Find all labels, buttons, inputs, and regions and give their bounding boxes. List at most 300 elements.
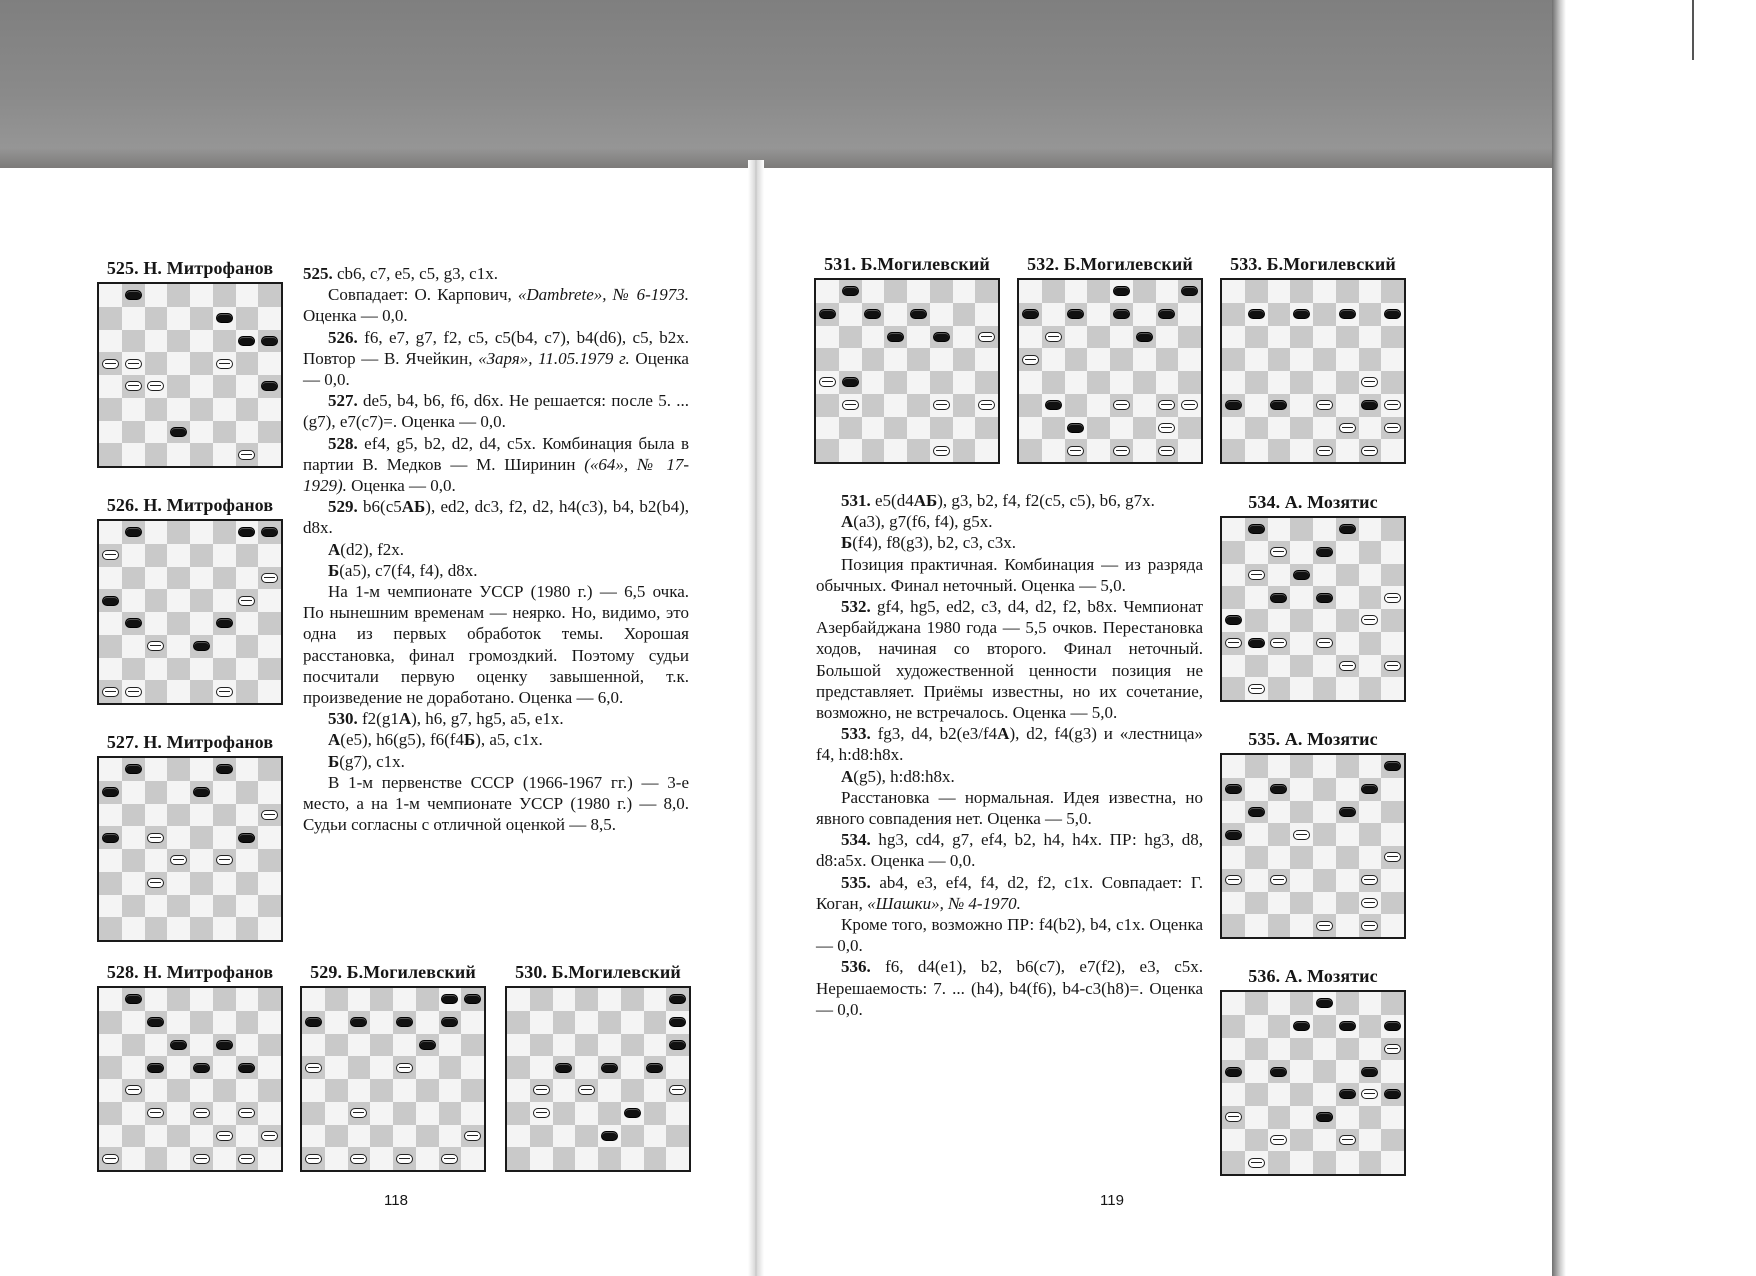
right-paragraph: 531. e5(d4АБ), g3, b2, f4, f2(c5, c5), b6, g7x.	[841, 491, 1155, 510]
light-square	[145, 804, 168, 827]
light-square	[1222, 280, 1245, 303]
white-checker	[1361, 446, 1378, 456]
black-checker	[1181, 286, 1198, 296]
light-square	[1268, 417, 1291, 440]
dark-square	[1313, 778, 1336, 801]
dark-square	[1313, 348, 1336, 371]
light-square	[99, 1034, 122, 1057]
white-checker	[147, 878, 164, 888]
dark-square	[213, 421, 236, 444]
black-checker	[441, 1017, 458, 1027]
dark-square	[370, 988, 393, 1011]
light-square	[1381, 869, 1404, 892]
diagram-526	[97, 495, 283, 705]
light-square	[99, 375, 122, 398]
checkers-board	[1017, 278, 1203, 464]
checkers-board	[97, 282, 283, 468]
light-square	[1336, 1060, 1359, 1083]
light-square	[99, 804, 122, 827]
right-paragraph: 532. gf4, hg5, ed2, c3, d4, d2, f2, b8x. Чемпионат Азербайджана 1980 года — 5,5 очков. Перестановка ходов, начиная со второго. Финал неточный. Большой художественной ценности позиция не представляет. Приёмы известны, но их сочетание, возможно, не встречалось. Оценка — 5,0.	[816, 597, 1203, 723]
light-square	[122, 917, 145, 940]
dark-square	[1178, 326, 1201, 349]
dark-square	[190, 443, 213, 466]
light-square	[439, 1125, 462, 1148]
dark-square	[1245, 992, 1268, 1015]
dark-square	[1381, 1129, 1404, 1152]
light-square	[975, 303, 998, 326]
light-square	[553, 988, 576, 1011]
dark-square	[213, 804, 236, 827]
light-square	[258, 680, 281, 703]
light-square	[1133, 303, 1156, 326]
left-paragraph: На 1-м чемпионате УССР (1980 г.) — 6,5 очка. По нынешним временам — неярко. Но, видимо, это одна из первых обработок темы. Хорошая расстановка, финал громоздкий. Поэтому судьи посчитали первую оценку завышенной, т.к. произведение не доработано. Оценка — 6,0.	[303, 582, 689, 708]
light-square	[190, 849, 213, 872]
black-checker	[1248, 309, 1265, 319]
dark-square	[145, 443, 168, 466]
black-checker	[1339, 807, 1356, 817]
white-checker	[238, 1108, 255, 1118]
light-square	[236, 421, 259, 444]
dark-square	[1313, 677, 1336, 700]
black-checker	[669, 1017, 686, 1027]
light-square	[99, 567, 122, 590]
dark-square	[907, 348, 930, 371]
light-square	[236, 1079, 259, 1102]
light-square	[190, 421, 213, 444]
left-paragraph: Совпадает: О. Карпович, «Dambrete», № 6-1973. Оценка — 0,0.	[303, 285, 689, 326]
dark-square	[530, 988, 553, 1011]
light-square	[621, 1056, 644, 1079]
light-square	[1359, 326, 1382, 349]
dark-square	[167, 804, 190, 827]
diagram-title: 525. Н. Митрофанов	[106, 258, 274, 278]
light-square	[1359, 1129, 1382, 1152]
white-checker	[125, 1085, 142, 1095]
black-checker	[624, 1108, 641, 1118]
dark-square	[1359, 1015, 1382, 1038]
light-square	[1268, 755, 1291, 778]
dark-square	[1290, 518, 1313, 541]
white-checker	[1270, 638, 1287, 648]
light-square	[213, 589, 236, 612]
diagram-528	[97, 962, 283, 1172]
light-square	[907, 326, 930, 349]
dark-square	[1290, 755, 1313, 778]
dark-square	[236, 398, 259, 421]
dark-square	[1290, 1083, 1313, 1106]
dark-square	[167, 521, 190, 544]
dark-square	[99, 1056, 122, 1079]
white-checker	[102, 687, 119, 697]
dark-square	[122, 567, 145, 590]
light-square	[258, 635, 281, 658]
black-checker	[261, 381, 278, 391]
light-square	[236, 284, 259, 307]
dark-square	[1381, 992, 1404, 1015]
light-square	[1268, 1038, 1291, 1061]
dark-square	[816, 348, 839, 371]
light-square	[190, 521, 213, 544]
light-square	[930, 348, 953, 371]
light-square	[258, 589, 281, 612]
right-paragraph: 533. fg3, d4, b2(e3/f4А), d2, f4(g3) и «лестница» f4, h:d8:h8x.	[816, 724, 1203, 765]
light-square	[884, 394, 907, 417]
dark-square	[1359, 677, 1382, 700]
dark-square	[302, 1102, 325, 1125]
dark-square	[1087, 417, 1110, 440]
light-square	[258, 781, 281, 804]
light-square	[122, 589, 145, 612]
light-square	[907, 280, 930, 303]
dark-square	[258, 1034, 281, 1057]
dark-square	[1336, 1038, 1359, 1061]
left-paragraph: 526. f6, e7, g7, f2, c5, c5(b4, c7), b4(d6), c5, b2x. Повтор — В. Ячейкин, «Заря», 11.05.1979 г. Оценка — 0,0.	[303, 327, 689, 390]
black-checker	[887, 332, 904, 342]
dark-square	[258, 849, 281, 872]
light-square	[839, 348, 862, 371]
light-square	[167, 589, 190, 612]
light-square	[1313, 655, 1336, 678]
dark-square	[816, 439, 839, 462]
light-square	[1245, 394, 1268, 417]
white-checker	[1339, 423, 1356, 433]
white-checker	[1158, 423, 1175, 433]
left-page-text	[303, 263, 689, 835]
black-checker	[933, 332, 950, 342]
left-paragraph: 528. ef4, g5, b2, d2, d4, c5x. Комбинация была в партии В. Медков — М. Ширинин («64», № 17-1929). Оценка — 0,0.	[303, 433, 689, 496]
dark-square	[975, 371, 998, 394]
white-checker	[1316, 446, 1333, 456]
checkers-board	[1220, 516, 1406, 702]
black-checker	[819, 309, 836, 319]
light-square	[99, 758, 122, 781]
white-checker	[1158, 446, 1175, 456]
checkers-board	[1220, 990, 1406, 1176]
white-checker	[216, 855, 233, 865]
light-square	[953, 280, 976, 303]
light-square	[1222, 518, 1245, 541]
white-checker	[1045, 332, 1062, 342]
light-square	[1313, 326, 1336, 349]
dark-square	[145, 352, 168, 375]
diagram-529	[300, 962, 486, 1172]
light-square	[1359, 846, 1382, 869]
dark-square	[416, 1125, 439, 1148]
light-square	[190, 284, 213, 307]
light-square	[145, 658, 168, 681]
dark-square	[507, 1147, 530, 1170]
light-square	[1245, 439, 1268, 462]
light-square	[1065, 280, 1088, 303]
white-checker	[147, 833, 164, 843]
black-checker	[1113, 286, 1130, 296]
dark-square	[1019, 394, 1042, 417]
light-square	[167, 1056, 190, 1079]
diagram-532	[1017, 254, 1203, 464]
light-square	[258, 1056, 281, 1079]
dark-square	[1290, 846, 1313, 869]
dark-square	[213, 895, 236, 918]
dark-square	[99, 1011, 122, 1034]
diagram-title: 533. Б.Могилевский	[1230, 254, 1396, 274]
dark-square	[213, 521, 236, 544]
light-square	[99, 658, 122, 681]
dark-square	[190, 398, 213, 421]
black-checker	[1113, 309, 1130, 319]
light-square	[213, 917, 236, 940]
black-checker	[125, 527, 142, 537]
light-square	[1245, 869, 1268, 892]
diagram-title: 534. А. Мозятис	[1248, 492, 1378, 512]
light-square	[213, 443, 236, 466]
light-square	[190, 567, 213, 590]
dark-square	[884, 280, 907, 303]
light-square	[167, 781, 190, 804]
light-square	[598, 1079, 621, 1102]
black-checker	[1361, 400, 1378, 410]
light-square	[167, 307, 190, 330]
dark-square	[325, 1079, 348, 1102]
black-checker	[1225, 400, 1242, 410]
light-square	[302, 1079, 325, 1102]
white-checker	[1361, 898, 1378, 908]
light-square	[190, 1125, 213, 1148]
diagram-527	[97, 732, 283, 942]
black-checker	[441, 994, 458, 1004]
black-checker	[216, 764, 233, 774]
black-checker	[238, 1063, 255, 1073]
light-square	[1336, 677, 1359, 700]
light-square	[1222, 1038, 1245, 1061]
light-square	[190, 375, 213, 398]
light-square	[258, 307, 281, 330]
black-checker	[305, 1017, 322, 1027]
black-checker	[1293, 1021, 1310, 1031]
light-square	[1290, 1060, 1313, 1083]
dark-square	[122, 895, 145, 918]
light-square	[1019, 280, 1042, 303]
light-square	[1042, 348, 1065, 371]
light-square	[461, 1102, 484, 1125]
right-paragraph: Кроме того, возможно ПР: f4(b2), b4, c1x. Оценка — 0,0.	[816, 915, 1203, 956]
light-square	[122, 1147, 145, 1170]
dark-square	[1381, 371, 1404, 394]
dark-square	[507, 1056, 530, 1079]
light-square	[1359, 518, 1382, 541]
dark-square	[167, 988, 190, 1011]
light-square	[167, 1102, 190, 1125]
light-square	[145, 567, 168, 590]
dark-square	[1222, 439, 1245, 462]
diagram-536	[1220, 966, 1406, 1176]
dark-square	[99, 1102, 122, 1125]
dark-square	[213, 375, 236, 398]
black-checker	[350, 1017, 367, 1027]
dark-square	[1268, 303, 1291, 326]
black-checker	[669, 994, 686, 1004]
white-checker	[1270, 875, 1287, 885]
white-checker	[396, 1154, 413, 1164]
dark-square	[1065, 394, 1088, 417]
light-square	[236, 612, 259, 635]
light-square	[1381, 632, 1404, 655]
dark-square	[439, 1102, 462, 1125]
dark-square	[167, 284, 190, 307]
dark-square	[325, 988, 348, 1011]
white-checker	[102, 1154, 119, 1164]
black-checker	[125, 764, 142, 774]
dark-square	[190, 872, 213, 895]
black-checker	[1339, 524, 1356, 534]
white-checker	[1113, 446, 1130, 456]
light-square	[370, 1056, 393, 1079]
dark-square	[1133, 371, 1156, 394]
light-square	[1336, 914, 1359, 937]
dark-square	[1042, 417, 1065, 440]
light-square	[99, 284, 122, 307]
dark-square	[1381, 564, 1404, 587]
diagram-title: 527. Н. Митрофанов	[106, 732, 274, 752]
dark-square	[1245, 655, 1268, 678]
black-checker	[1225, 615, 1242, 625]
dark-square	[167, 375, 190, 398]
light-square	[1268, 326, 1291, 349]
light-square	[575, 1147, 598, 1170]
dark-square	[1133, 417, 1156, 440]
light-square	[1268, 992, 1291, 1015]
light-square	[1336, 348, 1359, 371]
light-square	[325, 1011, 348, 1034]
light-square	[1268, 609, 1291, 632]
light-square	[122, 781, 145, 804]
dark-square	[621, 988, 644, 1011]
dark-square	[1245, 609, 1268, 632]
dark-square	[167, 330, 190, 353]
light-square	[145, 284, 168, 307]
dark-square	[145, 589, 168, 612]
light-square	[1313, 1083, 1336, 1106]
white-checker	[1067, 446, 1084, 456]
dark-square	[122, 1125, 145, 1148]
dark-square	[1065, 348, 1088, 371]
dark-square	[930, 371, 953, 394]
black-checker	[1270, 593, 1287, 603]
light-square	[348, 1079, 371, 1102]
light-square	[1156, 371, 1179, 394]
light-square	[122, 872, 145, 895]
light-square	[236, 849, 259, 872]
white-checker	[842, 400, 859, 410]
light-square	[1313, 1038, 1336, 1061]
light-square	[348, 1034, 371, 1057]
black-checker	[1293, 309, 1310, 319]
light-square	[99, 1079, 122, 1102]
light-square	[99, 988, 122, 1011]
light-square	[575, 1011, 598, 1034]
light-square	[1268, 801, 1291, 824]
black-checker	[1384, 761, 1401, 771]
black-checker	[1270, 1067, 1287, 1077]
black-checker	[1361, 1067, 1378, 1077]
light-square	[416, 1102, 439, 1125]
dark-square	[644, 1011, 667, 1034]
dark-square	[167, 612, 190, 635]
light-square	[1222, 564, 1245, 587]
light-square	[953, 326, 976, 349]
light-square	[862, 280, 885, 303]
light-square	[236, 1034, 259, 1057]
dark-square	[1359, 823, 1382, 846]
light-square	[1245, 348, 1268, 371]
dark-square	[553, 1147, 576, 1170]
light-square	[122, 544, 145, 567]
dark-square	[666, 1125, 689, 1148]
light-square	[145, 421, 168, 444]
dark-square	[145, 544, 168, 567]
black-checker	[193, 641, 210, 651]
dark-square	[953, 303, 976, 326]
light-square	[236, 804, 259, 827]
light-square	[1222, 892, 1245, 915]
light-square	[167, 680, 190, 703]
light-square	[1381, 823, 1404, 846]
dark-square	[1268, 914, 1291, 937]
light-square	[325, 1102, 348, 1125]
white-checker	[1270, 1135, 1287, 1145]
white-checker	[102, 550, 119, 560]
dark-square	[1110, 348, 1133, 371]
black-checker	[125, 994, 142, 1004]
light-square	[393, 988, 416, 1011]
dark-square	[507, 1011, 530, 1034]
dark-square	[1245, 846, 1268, 869]
white-checker	[305, 1154, 322, 1164]
dark-square	[99, 443, 122, 466]
black-checker	[238, 336, 255, 346]
light-square	[167, 443, 190, 466]
diagram-title: 530. Б.Могилевский	[515, 962, 681, 982]
dark-square	[598, 1147, 621, 1170]
light-square	[1313, 755, 1336, 778]
light-square	[1290, 914, 1313, 937]
dark-square	[1245, 1038, 1268, 1061]
light-square	[190, 612, 213, 635]
black-checker	[125, 290, 142, 300]
light-square	[1336, 1151, 1359, 1174]
light-square	[236, 758, 259, 781]
dark-square	[1290, 326, 1313, 349]
black-checker	[1361, 784, 1378, 794]
light-square	[839, 439, 862, 462]
black-checker	[102, 833, 119, 843]
light-square	[145, 612, 168, 635]
light-square	[416, 1147, 439, 1170]
dark-square	[145, 680, 168, 703]
light-square	[302, 1125, 325, 1148]
light-square	[1336, 541, 1359, 564]
dark-square	[236, 917, 259, 940]
black-checker	[125, 618, 142, 628]
dark-square	[167, 758, 190, 781]
light-square	[258, 443, 281, 466]
dark-square	[598, 1102, 621, 1125]
dark-square	[393, 1102, 416, 1125]
light-square	[1178, 348, 1201, 371]
light-square	[213, 1102, 236, 1125]
light-square	[530, 1056, 553, 1079]
light-square	[884, 303, 907, 326]
light-square	[953, 417, 976, 440]
